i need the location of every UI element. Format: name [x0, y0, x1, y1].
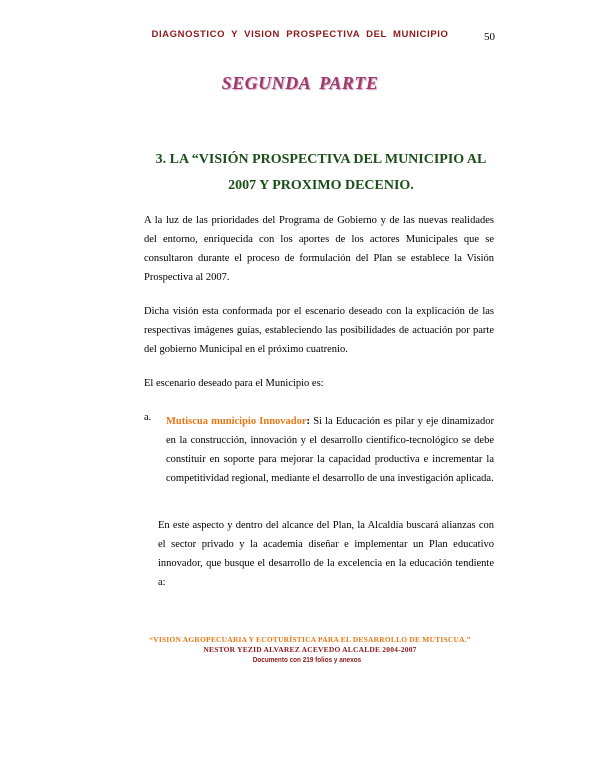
section-title	[142, 147, 500, 199]
list-item-colon: :	[306, 416, 311, 427]
paragraph-intro: A la luz de las prioridades del Programa de Gobierno y de las nuevas realidades del entorno, enriquecida con los aportes de los actores Municipales que se consultaron durante el proceso de formulación del Plan se establece la Visión Prospectiva al 2007.	[144, 215, 494, 283]
section-title-line2: 2007 Y PROXIMO DECENIO.	[228, 178, 414, 193]
footer-plan-title: “VISION AGROPECUARIA Y ECOTURÍSTICA PARA EL DESARROLLO DE MUTISCUA.”	[149, 635, 471, 644]
page-number: 50	[484, 31, 495, 43]
paragraph-alliances: En este aspecto y dentro del alcance del Plan, la Alcaldía buscará alianzas con el sector privado y la academia diseñar e implementar un Plan educativo innovador, que busque el desarrollo de la excelencia en la educación tendiente a:	[158, 520, 494, 588]
paragraph-scenario: El escenario deseado para el Municipio es:	[144, 378, 324, 389]
part-title: SEGUNDA PARTE	[221, 73, 379, 93]
list-item-label: Mutiscua municipio Innovador	[166, 416, 307, 427]
section-title-line1: 3. LA “VISIÓN PROSPECTIVA DEL MUNICIPIO AL	[155, 152, 487, 167]
footer-document-note: Documento con 219 folios y anexos	[252, 655, 362, 664]
running-header-title: DIAGNOSTICO Y VISION PROSPECTIVA DEL MUNICIPIO	[151, 29, 449, 40]
footer-mayor: NESTOR YEZID ALVAREZ ACEVEDO ALCALDE 2004-2007	[203, 645, 417, 654]
list-item-letter: a.	[144, 412, 152, 423]
paragraph-vision: Dicha visión esta conformada por el escenario deseado con la explicación de las respectivas imágenes guías, estableciendo las posibilidades de actuación por parte del gobierno Municipal en el próximo cuatrenio.	[144, 306, 494, 355]
list-item	[166, 412, 494, 488]
list-item-text: Si la Educación es pilar y eje dinamizador en la construcción, innovación y el desarrollo científico-tecnológico se debe constituir en soporte para mejorar la capacidad productiva e incrementar la competitividad regional, mediante el desarrollo de una investigación aplicada.	[166, 416, 494, 484]
